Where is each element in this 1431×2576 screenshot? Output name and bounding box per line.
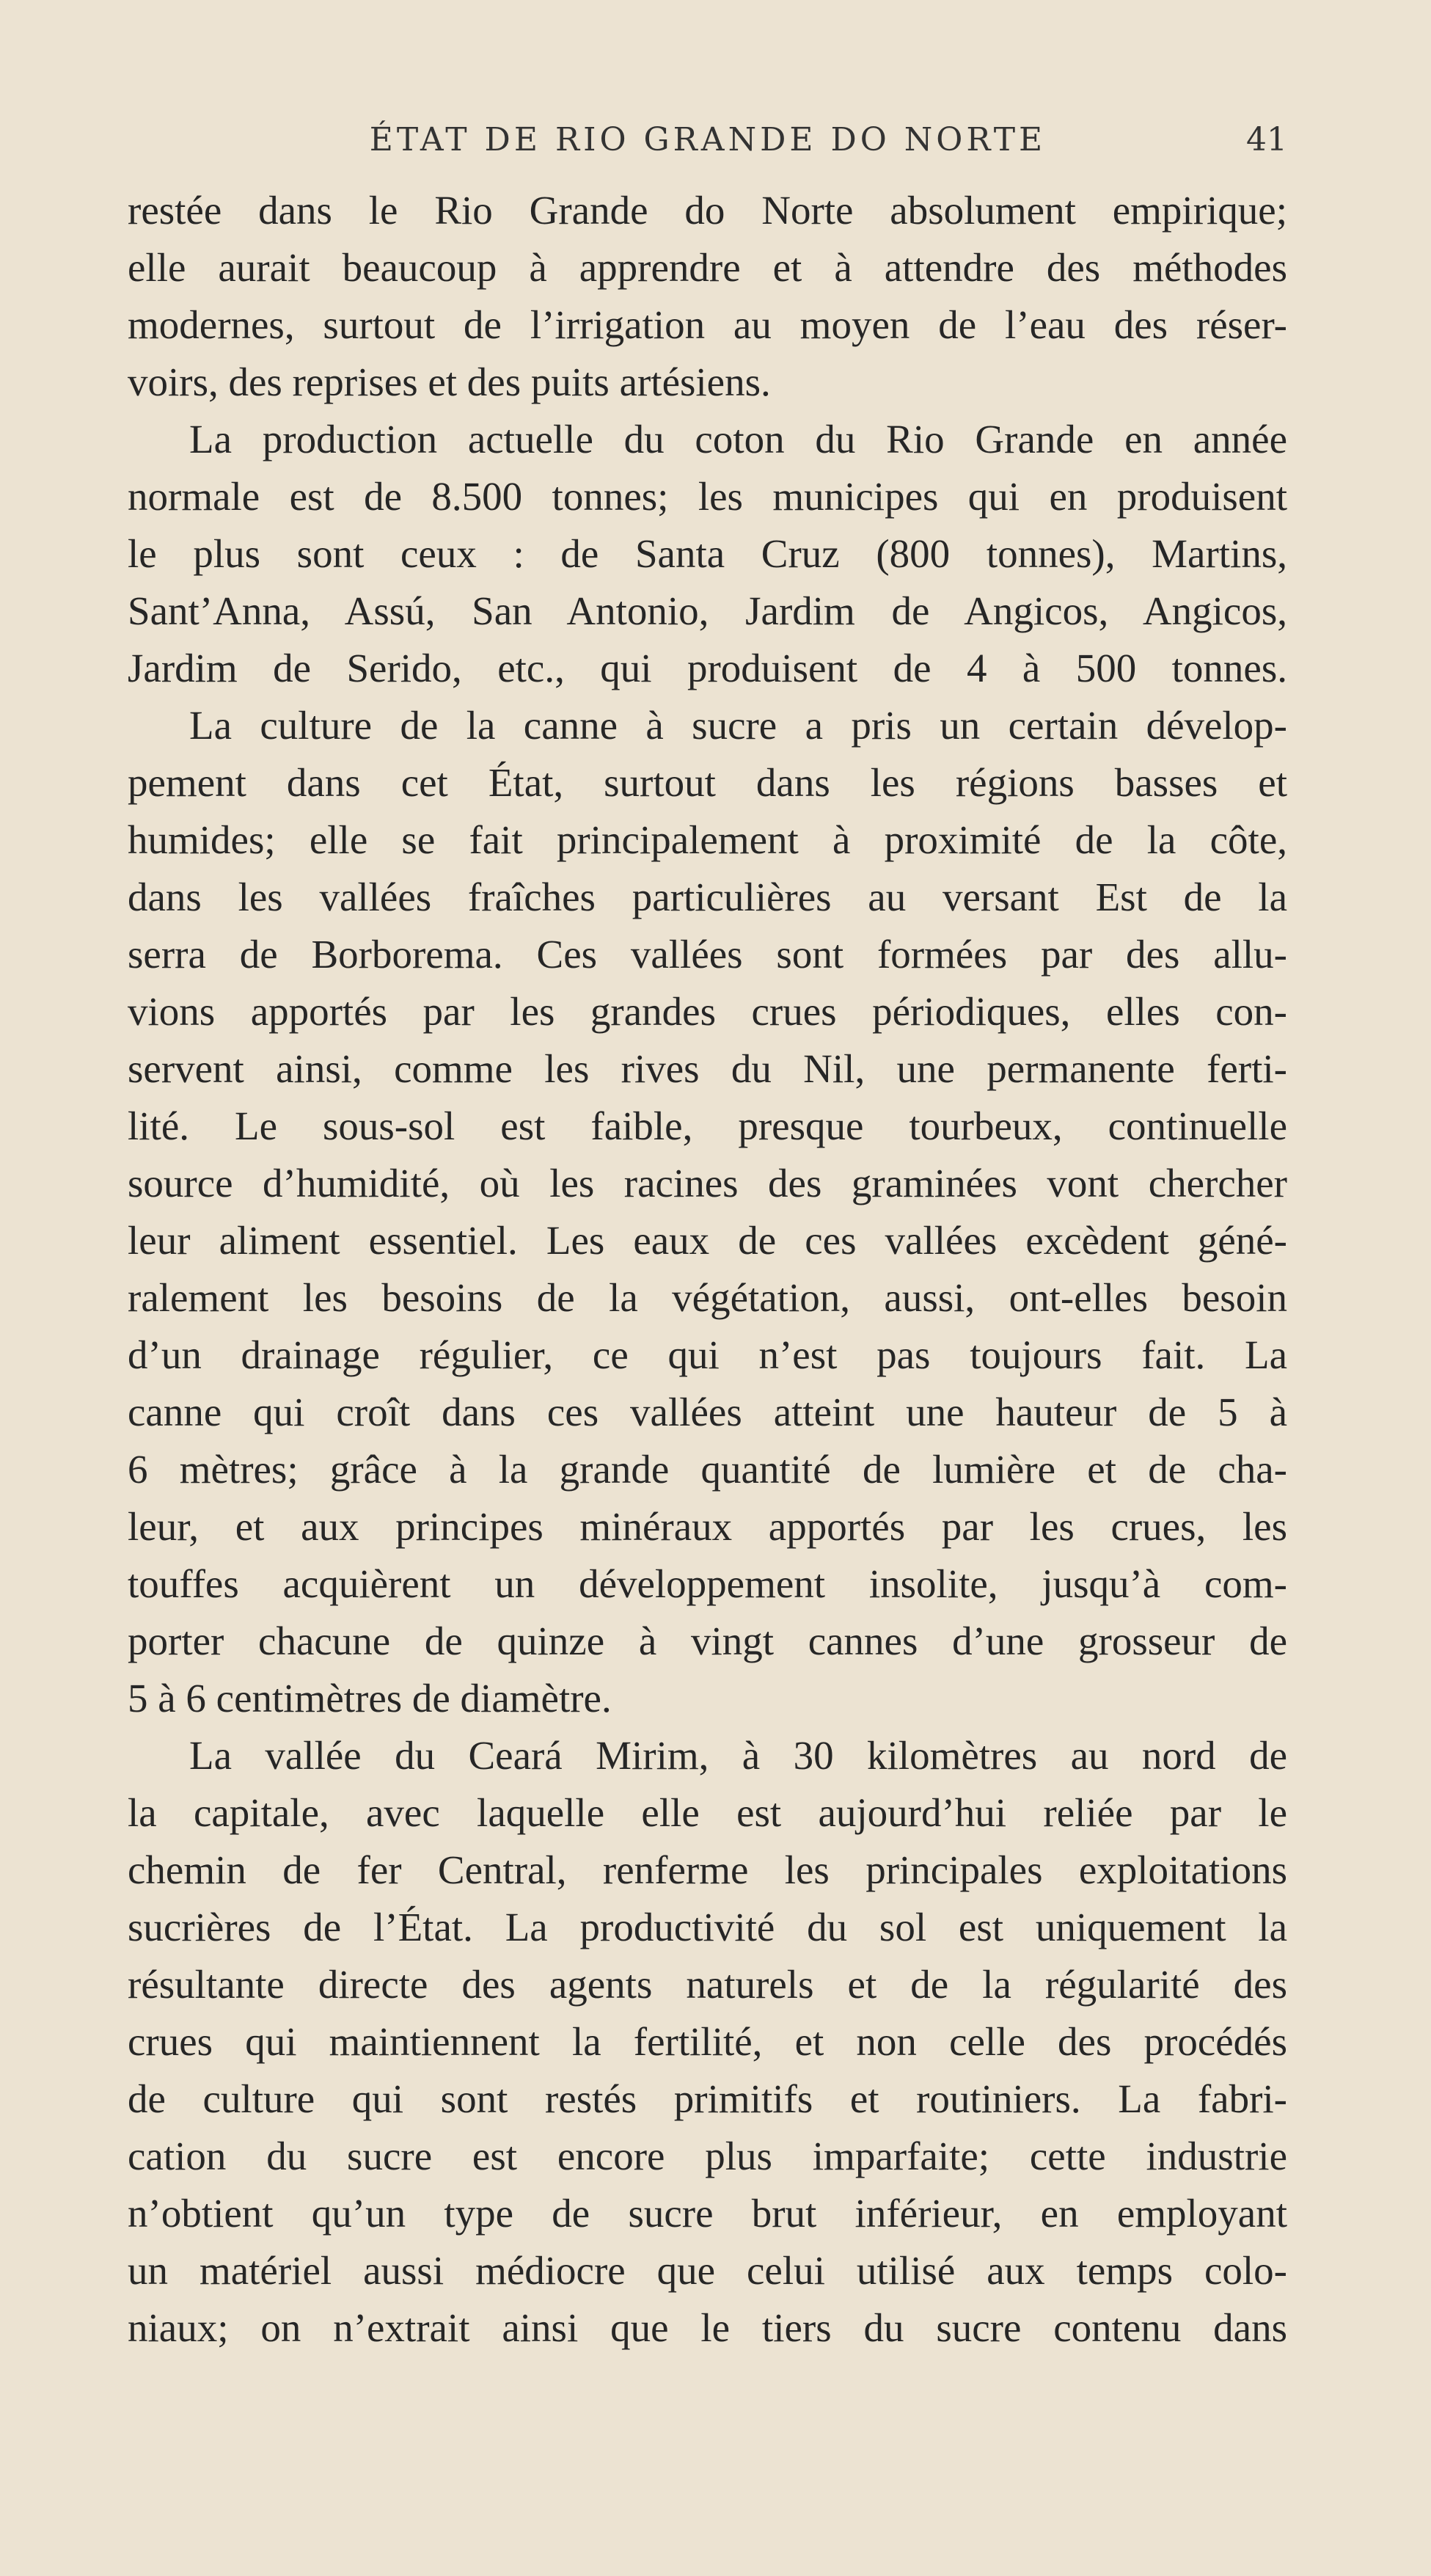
text-line: leur aliment essentiel. Les eaux de ces vallées excèdent géné-: [128, 1218, 1287, 1263]
body-text: [128, 182, 1287, 2357]
text-line: normale est de 8.500 tonnes; les municipes qui en produisent: [128, 474, 1287, 519]
text-line: modernes, surtout de l’irrigation au moyen de l’eau des réser-: [128, 302, 1287, 347]
text-line: niaux; on n’extrait ainsi que le tiers du sucre contenu dans: [128, 2305, 1287, 2350]
text-line: Jardim de Serido, etc., qui produisent de 4 à 500 tonnes.: [128, 646, 1287, 690]
text-line: ralement les besoins de la végétation, aussi, ont-elles besoin: [128, 1275, 1287, 1320]
text-line: la capitale, avec laquelle elle est aujourd’hui reliée par le: [128, 1790, 1287, 1835]
text-line: 6 mètres; grâce à la grande quantité de lumière et de cha-: [128, 1447, 1287, 1492]
text-line: La vallée du Ceará Mirim, à 30 kilomètres au nord de: [189, 1733, 1287, 1778]
text-line: résultante directe des agents naturels et de la régularité des: [128, 1962, 1287, 2007]
text-line: elle aurait beaucoup à apprendre et à attendre des méthodes: [128, 245, 1287, 290]
text-line: humides; elle se fait principalement à proximité de la côte,: [128, 817, 1287, 862]
text-line: servent ainsi, comme les rives du Nil, une permanente ferti-: [128, 1046, 1287, 1091]
text-line: serra de Borborema. Ces vallées sont formées par des allu-: [128, 932, 1287, 977]
text-line: crues qui maintiennent la fertilité, et non celle des procédés: [128, 2019, 1287, 2064]
text-line: canne qui croît dans ces vallées atteint une hauteur de 5 à: [128, 1390, 1287, 1434]
text-line: dans les vallées fraîches particulières au versant Est de la: [128, 875, 1287, 919]
text-line: restée dans le Rio Grande do Norte absolument empirique;: [128, 188, 1287, 233]
paragraph: [128, 1727, 1287, 2357]
text-line: source d’humidité, où les racines des graminées vont chercher: [128, 1161, 1287, 1205]
text-line: de culture qui sont restés primitifs et routiniers. La fabri-: [128, 2076, 1287, 2121]
text-line: leur, et aux principes minéraux apportés par les crues, les: [128, 1504, 1287, 1549]
text-line: le plus sont ceux : de Santa Cruz (800 tonnes), Martins,: [128, 531, 1287, 576]
paragraph: [128, 182, 1287, 411]
page-number: 41: [1246, 121, 1287, 158]
text-line: sucrières de l’État. La productivité du sol est uniquement la: [128, 1905, 1287, 1949]
text-line: Sant’Anna, Assú, San Antonio, Jardim de Angicos, Angicos,: [128, 588, 1287, 633]
text-line: 5 à 6 centimètres de diamètre.: [128, 1676, 612, 1721]
running-title: ÉTAT DE RIO GRANDE DO NORTE: [369, 121, 1047, 158]
text-line: voirs, des reprises et des puits artésiens.: [128, 360, 771, 404]
text-line: cation du sucre est encore plus imparfaite; cette industrie: [128, 2134, 1287, 2178]
text-line: un matériel aussi médiocre que celui utilisé aux temps colo-: [128, 2248, 1287, 2293]
text-line: d’un drainage régulier, ce qui n’est pas toujours fait. La: [128, 1332, 1287, 1377]
text-line: touffes acquièrent un développement insolite, jusqu’à com-: [128, 1561, 1287, 1606]
text-line: La culture de la canne à sucre a pris un certain dévelop-: [189, 703, 1287, 748]
paragraph: [128, 697, 1287, 1727]
text-line: lité. Le sous-sol est faible, presque tourbeux, continuelle: [128, 1103, 1287, 1148]
text-line: pement dans cet État, surtout dans les régions basses et: [128, 760, 1287, 805]
text-line: porter chacune de quinze à vingt cannes d’une grosseur de: [128, 1619, 1287, 1663]
running-header: [128, 121, 1287, 165]
text-line: vions apportés par les grandes crues périodiques, elles con-: [128, 989, 1287, 1034]
text-line: chemin de fer Central, renferme les principales exploitations: [128, 1847, 1287, 1892]
text-line: n’obtient qu’un type de sucre brut inférieur, en employant: [128, 2191, 1287, 2236]
paragraph: [128, 411, 1287, 697]
text-line: La production actuelle du coton du Rio Grande en année: [189, 417, 1287, 461]
